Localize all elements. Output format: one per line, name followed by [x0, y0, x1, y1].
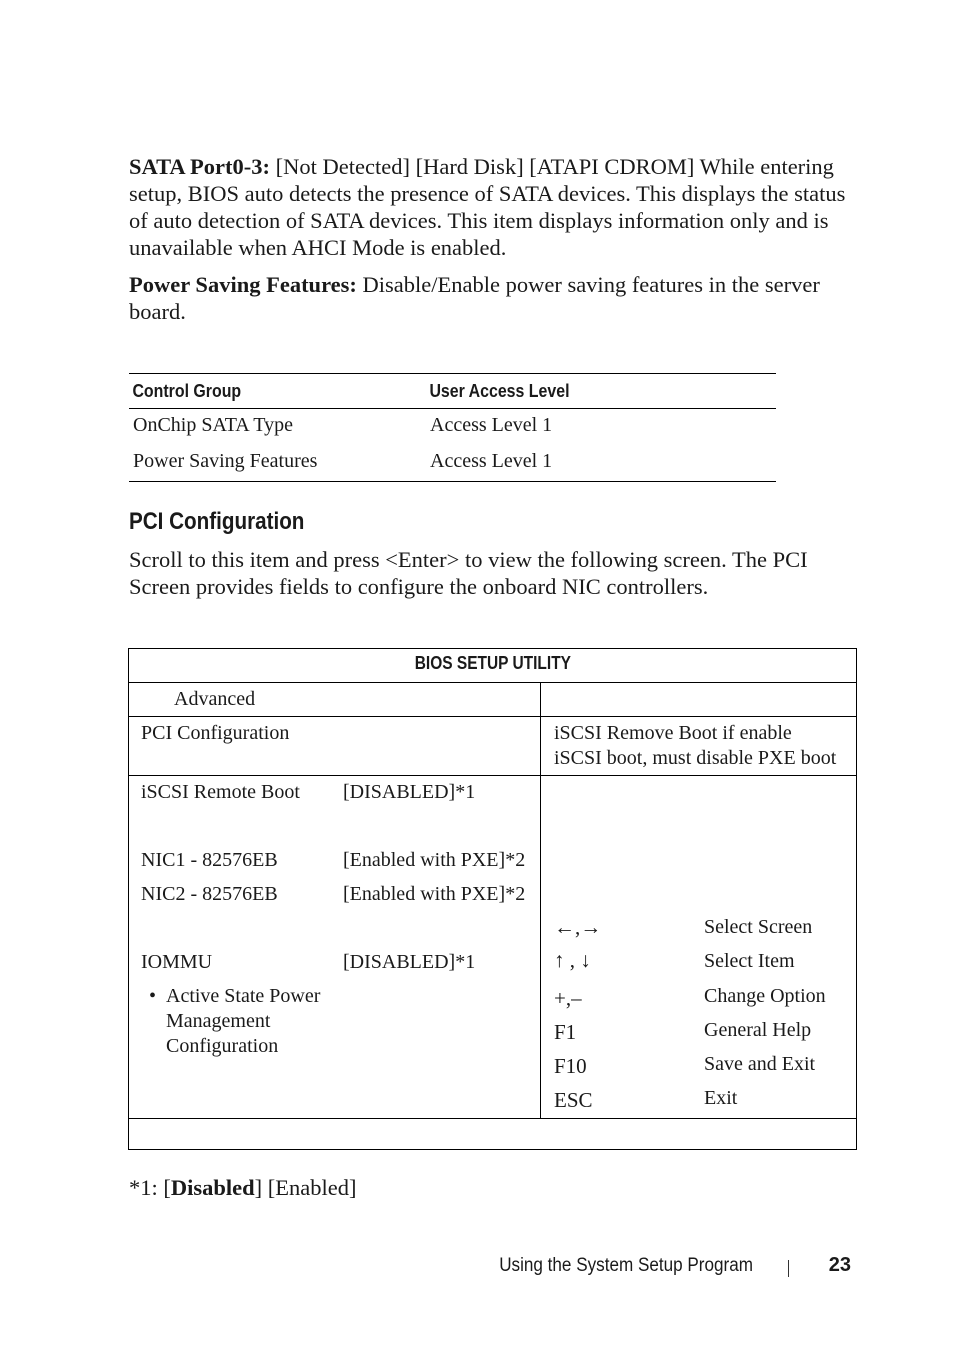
page-number: 23	[828, 1254, 851, 1276]
setting-label-iscsi-remote-boot: iSCSI Remote Boot	[141, 781, 300, 803]
key-desc-select-screen: Select Screen	[704, 916, 813, 938]
plus-minus-keys: +,–	[554, 986, 582, 1010]
help-text-line-1: iSCSI Remove Boot if enable	[554, 722, 792, 744]
table-header-row	[129, 374, 776, 409]
setting-label-nic2: NIC2 - 82576EB	[141, 883, 278, 905]
sata-port-text: [Not Detected] [Hard Disk] [ATAPI CDROM] While entering setup, BIOS auto detects the presence of SATA devices. This displays the status of auto detection of SATA devices. This item displays information only and is unavailable when AHCI Mode is enabled.	[129, 154, 846, 260]
key-desc-save-and-exit: Save and Exit	[704, 1053, 816, 1075]
access-level-table	[129, 373, 776, 482]
table-row	[129, 445, 776, 482]
sata-port-paragraph	[129, 153, 859, 261]
bullet-icon: •	[149, 985, 157, 1007]
key-desc-general-help: General Help	[704, 1019, 812, 1041]
divider	[129, 682, 856, 683]
submenu-label-line: Configuration	[166, 1035, 279, 1057]
key-desc-select-item: Select Item	[704, 950, 795, 972]
power-saving-text: Disable/Enable power saving features in the server board.	[129, 272, 820, 324]
footnote: *1: [Disabled] [Enabled]	[129, 1175, 357, 1200]
column-header-user-access-level: User Access Level	[426, 374, 727, 409]
key-desc-change-option: Change Option	[704, 985, 826, 1007]
table-cell: Power Saving Features	[129, 445, 426, 482]
setting-value-nic1[interactable]: [Enabled with PXE]*2	[343, 849, 526, 871]
help-text-line-2: iSCSI boot, must disable PXE boot	[554, 747, 837, 769]
sata-port-term: SATA Port0-3:	[129, 154, 271, 179]
power-saving-term: Power Saving Features:	[129, 272, 357, 297]
bios-title: BIOS SETUP UTILITY	[414, 653, 571, 673]
footer-separator	[788, 1260, 789, 1277]
setting-label-nic1: NIC1 - 82576EB	[141, 849, 278, 871]
footer-section-title: Using the System Setup Program	[499, 1255, 753, 1276]
table-cell: Access Level 1	[430, 414, 553, 436]
setting-label-iommu: IOMMU	[141, 951, 213, 973]
bios-setup-screen	[128, 648, 857, 1150]
esc-key: ESC	[554, 1088, 593, 1112]
table-cell: OnChip SATA Type	[133, 414, 293, 436]
section-heading: PCI Configuration	[129, 508, 305, 535]
power-saving-paragraph	[129, 271, 859, 325]
divider	[129, 1118, 856, 1119]
footnote-default: Disabled	[170, 1175, 255, 1200]
tab-advanced[interactable]: Advanced	[174, 688, 256, 710]
setting-value-iscsi-remote-boot[interactable]: [DISABLED]*1	[343, 781, 476, 803]
left-right-arrow-keys: ←,→	[554, 915, 602, 939]
section-intro: Scroll to this item and press <Enter> to view the following screen. The PCI Screen provides fields to configure the onboard NIC controllers.	[129, 547, 808, 599]
up-down-arrow-keys: ↑ , ↓	[554, 948, 591, 972]
setting-value-iommu[interactable]: [DISABLED]*1	[343, 951, 476, 973]
table-cell: Access Level 1	[426, 445, 776, 482]
key-desc-exit: Exit	[704, 1087, 738, 1109]
column-header-control-group: Control Group	[129, 374, 384, 409]
submenu-label-line: Management	[166, 1010, 271, 1032]
f1-key: F1	[554, 1020, 577, 1044]
panel-divider	[540, 682, 541, 1119]
submenu-label-line: Active State Power	[166, 985, 321, 1007]
divider	[129, 716, 856, 717]
divider	[129, 775, 856, 776]
screen-title: PCI Configuration	[141, 722, 290, 744]
setting-value-nic2[interactable]: [Enabled with PXE]*2	[343, 883, 526, 905]
f10-key: F10	[554, 1054, 587, 1078]
table-row	[129, 409, 776, 446]
